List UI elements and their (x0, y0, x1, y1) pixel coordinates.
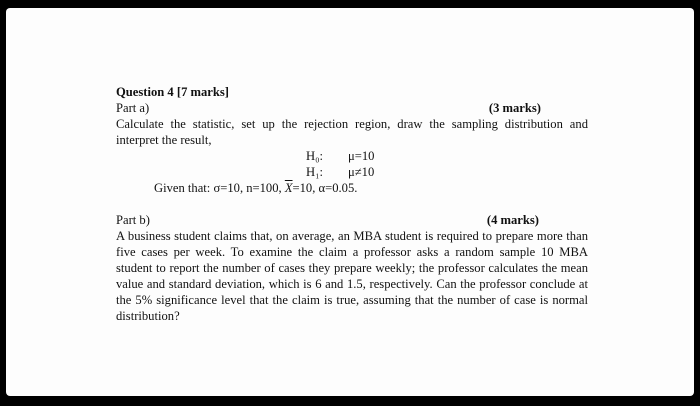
document-page (6, 8, 694, 396)
part-b-marks: (4 marks) (486, 213, 539, 227)
given-suffix: =10, α=0.05. (292, 181, 358, 195)
given-values (116, 180, 588, 196)
part-b-text: A business student claims that, on average, an MBA student is required to prepare more than five cases per week. To examine the claim a professor asks a random sample 10 MBA student to report the number of cases they prepare weekly; the professor calculates the mean value and standard deviation, which is 6 and 1.5, respectively. Can the professor conclude at the 5% significance level that the claim is true, assuming that the number of case is normal distribution? (116, 229, 588, 323)
question-title: Question 4 [7 marks] (116, 85, 229, 99)
part-a-header (116, 100, 588, 116)
screen-bezel-right (694, 0, 700, 406)
alternative-hypothesis (116, 164, 588, 180)
section-gap (116, 196, 588, 212)
question-body (116, 84, 588, 324)
h0-label: H₀: (306, 149, 323, 163)
null-hypothesis (116, 148, 588, 164)
h1-label: H₁: (306, 165, 323, 179)
screen-bezel-bottom (0, 396, 700, 406)
h0-value: μ=10 (348, 149, 375, 163)
part-a-marks: (3 marks) (488, 101, 541, 115)
part-b-header (116, 212, 588, 228)
part-a-instruction: Calculate the statistic, set up the rejection region, draw the sampling distribution and interpret the result, (116, 117, 588, 147)
screen-bezel-top (0, 0, 700, 8)
h1-value: μ≠10 (348, 165, 375, 179)
part-b-label: Part b) (116, 213, 150, 227)
sample-mean-symbol: $\overline{X}$ (284, 181, 293, 195)
given-prefix: Given that: σ=10, n=100, (154, 181, 285, 195)
part-a-label: Part a) (116, 101, 150, 115)
